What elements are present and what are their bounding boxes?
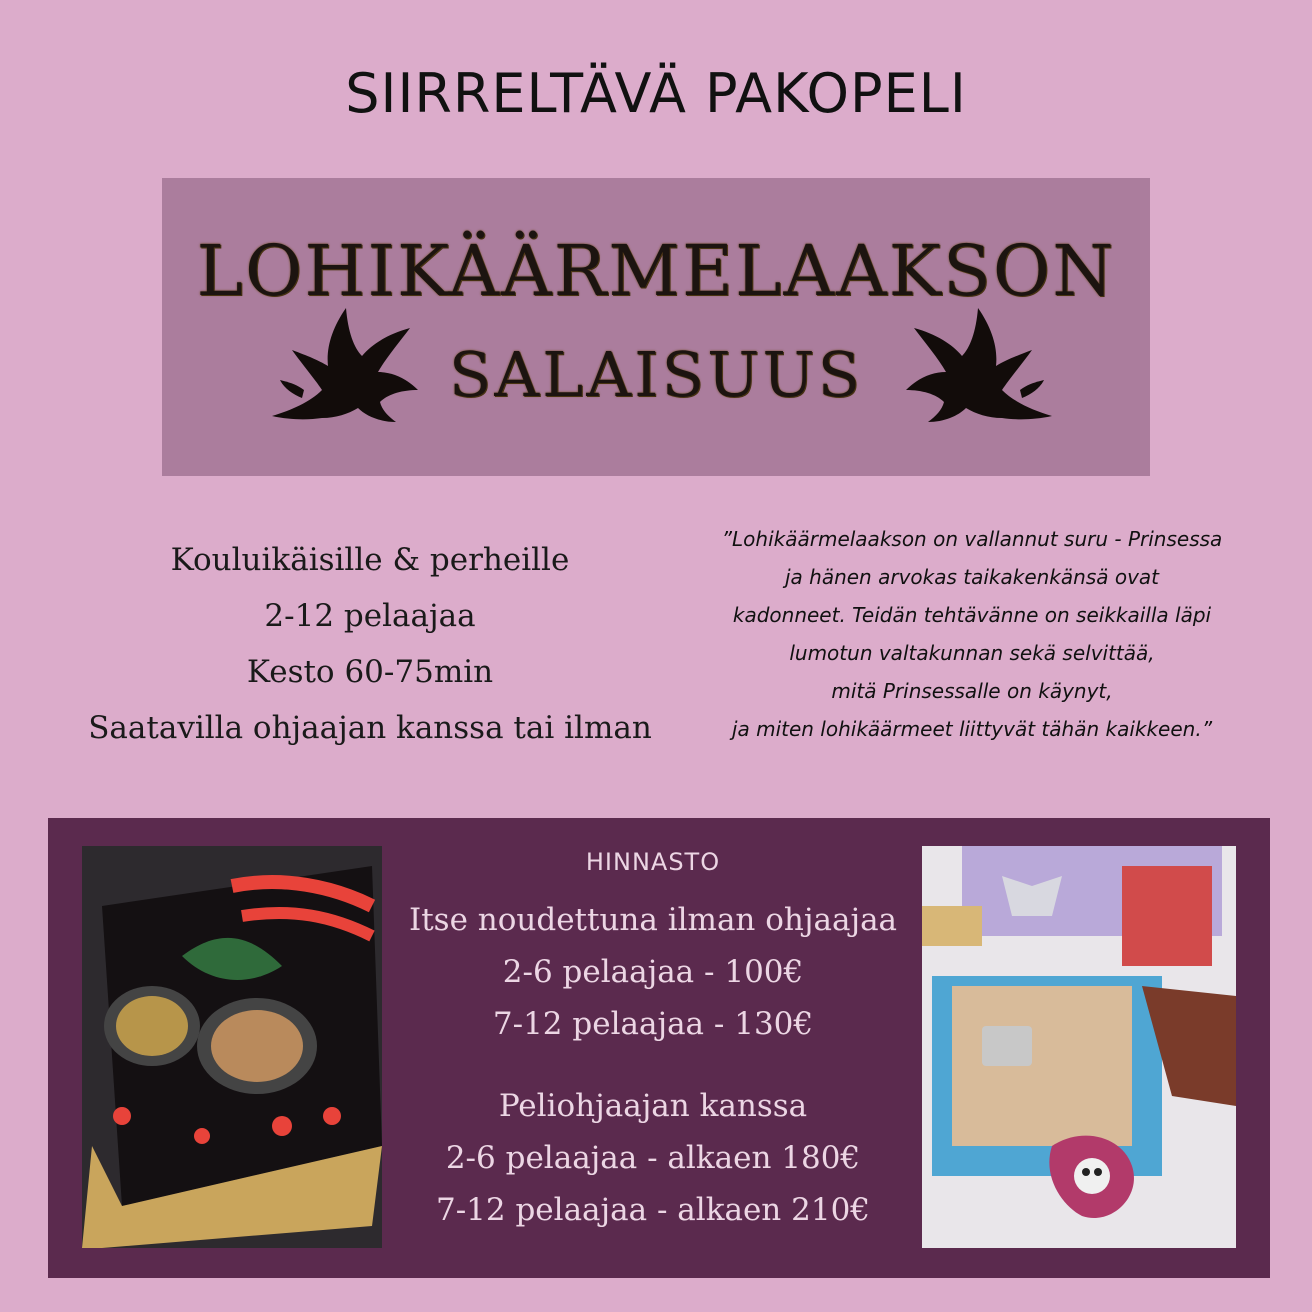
story-quote: [672, 520, 1272, 748]
price-line: 2-6 pelaajaa - alkaen 180€: [445, 1140, 861, 1176]
pricing-heading: HINNASTO: [585, 848, 721, 876]
info-audience: Kouluikäisille & perheille: [170, 542, 570, 578]
page-title: SIIRRELTÄVÄ PAKOPELI: [345, 62, 967, 125]
quote-line: ”Lohikäärmelaakson on vallannut suru - Prinsessa: [721, 527, 1223, 551]
info-duration: Kesto 60-75min: [246, 654, 494, 690]
pricing-panel: [48, 818, 1270, 1278]
book-photo: [82, 846, 382, 1248]
price-group1-title: Itse noudettuna ilman ohjaajaa: [408, 902, 898, 938]
puzzle-photo: [922, 846, 1236, 1248]
logo-title-line1: LOHIKÄÄRMELAAKSON: [196, 230, 1116, 312]
quote-line: lumotun valtakunnan sekä selvittää,: [789, 641, 1155, 665]
info-availability: Saatavilla ohjaajan kanssa tai ilman: [88, 710, 652, 746]
logo-title-line2: SALAISUUS: [448, 338, 864, 411]
game-info: [60, 532, 680, 756]
quote-line: mitä Prinsessalle on käynyt,: [831, 679, 1113, 703]
price-group2-title: Peliohjaajan kanssa: [498, 1088, 808, 1124]
pricing-list: [388, 848, 918, 1236]
quote-line: ja miten lohikäärmeet liittyvät tähän kaikkeen.”: [731, 717, 1213, 741]
info-players: 2-12 pelaajaa: [264, 598, 476, 634]
price-line: 7-12 pelaajaa - 130€: [492, 1006, 814, 1042]
quote-line: kadonneet. Teidän tehtävänne on seikkailla läpi: [732, 603, 1212, 627]
logo-banner: [162, 178, 1150, 476]
quote-line: ja hänen arvokas taikakenkänsä ovat: [784, 565, 1160, 589]
price-line: 7-12 pelaajaa - alkaen 210€: [435, 1192, 871, 1228]
price-line: 2-6 pelaajaa - 100€: [502, 954, 804, 990]
